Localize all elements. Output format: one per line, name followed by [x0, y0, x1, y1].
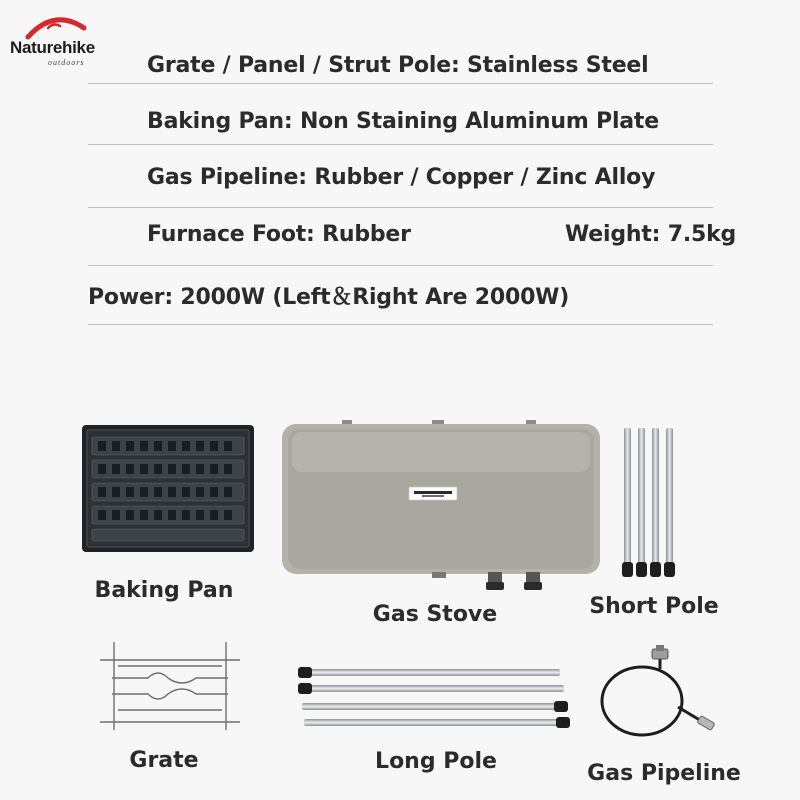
spec-material-grate: Grate / Panel / Strut Pole: Stainless Steel [147, 53, 649, 78]
divider [88, 324, 713, 325]
spec-material-gas-pipeline: Gas Pipeline: Rubber / Copper / Zinc Alloy [147, 165, 656, 190]
divider [88, 83, 713, 84]
gas-stove-image [282, 420, 600, 592]
divider [88, 207, 713, 208]
brand-tagline: outdoors [48, 58, 85, 67]
part-label-long-pole: Long Pole [375, 749, 497, 774]
short-pole-image [620, 425, 680, 580]
long-pole-image [298, 667, 570, 729]
divider [88, 265, 713, 266]
gas-pipeline-image [598, 645, 716, 745]
divider [88, 144, 713, 145]
spec-furnace-foot: Furnace Foot: Rubber [147, 222, 411, 247]
brand-logo [8, 6, 112, 66]
grate-image [100, 640, 240, 732]
spec-material-baking-pan: Baking Pan: Non Staining Aluminum Plate [147, 109, 659, 134]
part-label-grate: Grate [129, 748, 199, 773]
part-label-gas-pipeline: Gas Pipeline [587, 761, 741, 786]
baking-pan-image [82, 425, 254, 552]
part-label-baking-pan: Baking Pan [94, 578, 234, 603]
part-label-gas-stove: Gas Stove [372, 602, 498, 627]
brand-name: Naturehike [10, 38, 95, 57]
part-label-short-pole: Short Pole [589, 594, 719, 619]
logo-tent-icon [8, 6, 112, 40]
spec-power: Power: 2000W (Left＆Right Are 2000W) [88, 285, 570, 310]
spec-weight: Weight: 7.5kg [565, 222, 737, 247]
